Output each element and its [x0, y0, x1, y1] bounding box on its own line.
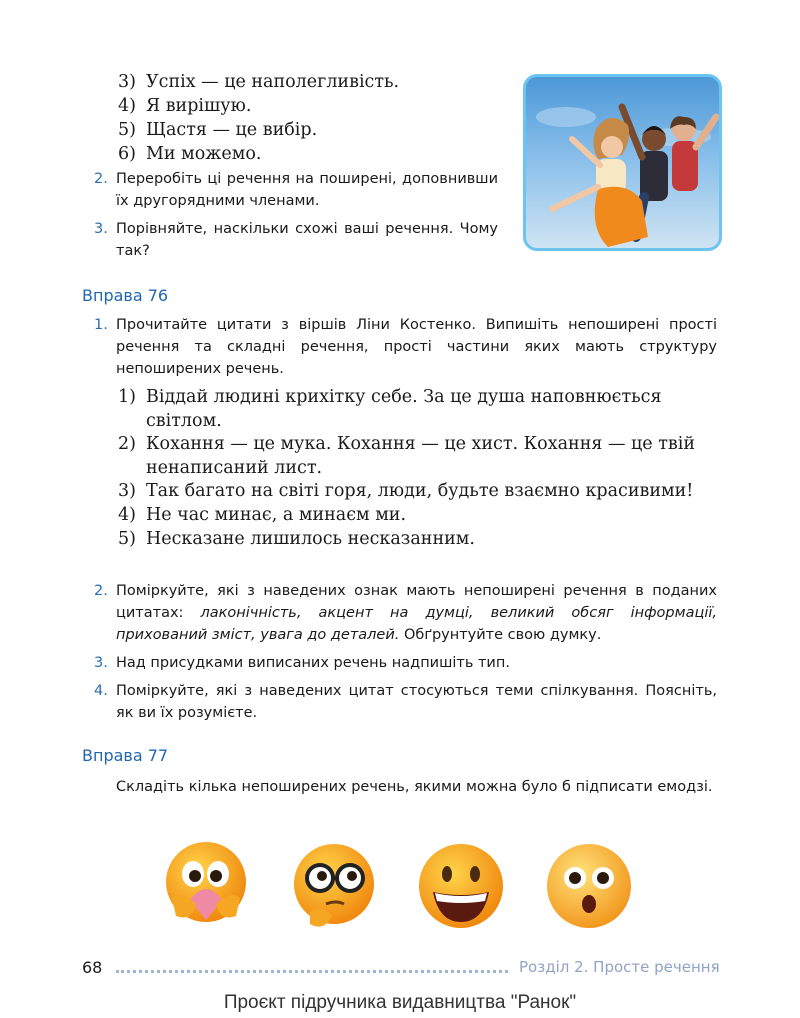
- list-item: 5) Щастя — це вибір.: [118, 120, 318, 140]
- sentence-list: [118, 70, 518, 166]
- nerd-thinking-emoji: [288, 838, 380, 934]
- list-item: 2) Кохання — це мука. Кохання — це хист. Кохання — це твій ненаписаний лист.: [118, 434, 695, 478]
- list-item: 6) Ми можемо.: [118, 144, 262, 164]
- task-item: 2. Поміркуйте, які з наведених ознак мають непоширені речення в поданих цитатах: лаконічність, акцент на думці, великий обсяг інформації, прихований зміст, увага до деталей. Обґрунтуйте свою думку.: [94, 583, 717, 643]
- list-item: 4) Я вирішую.: [118, 96, 252, 116]
- photo-illustration: [526, 77, 719, 248]
- footer-dotted-rule: [116, 970, 508, 973]
- astonished-emoji: [543, 838, 635, 934]
- exercise-77-text: Складіть кілька непоширених речень, якими можна було б підписати емодзі.: [116, 779, 713, 795]
- list-item: 3) Успіх — це наполегливість.: [118, 72, 400, 92]
- exercise-76-title: Вправа 76: [82, 286, 169, 305]
- page-number: 68: [82, 958, 103, 977]
- quote-list: [118, 386, 718, 551]
- section-title: Розділ 2. Просте речення: [519, 958, 720, 976]
- task-item: 2. Переробіть ці речення на поширені, доповнивши їх другорядними членами.: [94, 171, 498, 209]
- task-item: 1. Прочитайте цитати з віршів Ліни Костенко. Випишіть непоширені прості речення та складні речення, прості частини яких мають структуру непоширених речень.: [94, 317, 717, 377]
- publisher-caption: Проєкт підручника видавництва "Ранок": [223, 992, 577, 1013]
- exercise-77-title: Вправа 77: [82, 746, 169, 765]
- list-item: 3) Так багато на світі горя, люди, будьте взаємно красивими!: [118, 481, 694, 502]
- task-item: 4. Поміркуйте, які з наведених цитат стосуються теми спілкування. Поясніть, як ви їх розумієте.: [94, 683, 717, 721]
- list-item: 1) Віддай людині крихітку себе. За це душа наповнюється світлом.: [118, 387, 662, 431]
- list-item: 4) Не час минає, а минаєм ми.: [118, 504, 407, 525]
- task-item: 3. Над присудками виписаних речень надпишіть тип.: [94, 655, 510, 671]
- people-jumping-photo: [523, 74, 722, 251]
- task-item: 3. Порівняйте, наскільки схожі ваші речення. Чому так?: [94, 221, 498, 259]
- heart-hands-emoji: [160, 838, 252, 934]
- grinning-emoji: [415, 838, 507, 934]
- list-item: 5) Несказане лишилось несказанним.: [118, 528, 475, 549]
